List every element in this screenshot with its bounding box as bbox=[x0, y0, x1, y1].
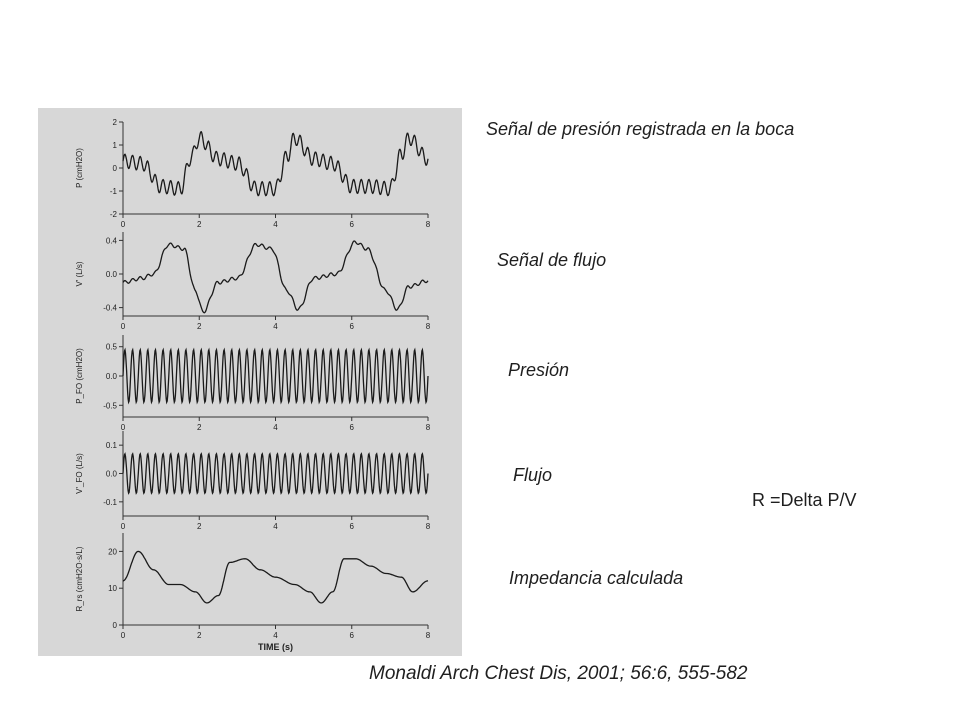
figure-panel bbox=[38, 108, 462, 656]
annotation-pressure-signal: Señal de presión registrada en la boca bbox=[486, 119, 795, 139]
x-tick-label-1-0: 0 bbox=[120, 322, 126, 331]
x-tick-label-0-4: 8 bbox=[425, 220, 431, 229]
x-tick-label-1-1: 2 bbox=[197, 322, 202, 331]
y-axis-label-3: V'_FO (L/s) bbox=[75, 453, 84, 494]
series-line-1 bbox=[123, 241, 428, 313]
x-tick-label-0-1: 2 bbox=[197, 220, 202, 229]
y-tick-label-3-2: -0.1 bbox=[103, 497, 117, 507]
y-tick-label-0-4: -2 bbox=[109, 210, 117, 219]
y-axis-label-1: V' (L/s) bbox=[75, 261, 84, 287]
x-tick-label-3-3: 6 bbox=[349, 522, 354, 531]
annotation-impedance: Impedancia calculada bbox=[509, 568, 684, 588]
x-tick-label-4-1: 2 bbox=[197, 631, 202, 640]
y-axis-label-4: R_rs (cmH2O·s/L) bbox=[75, 546, 84, 612]
x-tick-label-3-0: 0 bbox=[120, 522, 126, 531]
x-tick-label-0-3: 6 bbox=[349, 220, 354, 229]
series-line-3 bbox=[123, 454, 428, 493]
x-tick-label-2-0: 0 bbox=[120, 423, 126, 432]
y-tick-label-2-1: 0.0 bbox=[105, 372, 117, 381]
x-tick-label-1-2: 4 bbox=[273, 322, 278, 331]
y-tick-label-0-1: 1 bbox=[112, 141, 117, 150]
y-tick-label-1-1: 0.0 bbox=[105, 270, 117, 279]
y-tick-label-4-1: 10 bbox=[108, 584, 117, 594]
x-tick-label-2-3: 6 bbox=[349, 423, 354, 432]
x-tick-label-0-2: 4 bbox=[273, 220, 278, 229]
citation: Monaldi Arch Chest Dis, 2001; 56:6, 555-582 bbox=[369, 663, 748, 684]
y-tick-label-3-0: 0.1 bbox=[105, 441, 117, 451]
x-tick-label-4-0: 0 bbox=[120, 631, 126, 640]
x-tick-label-1-3: 6 bbox=[349, 322, 354, 331]
y-tick-label-0-0: 2 bbox=[112, 118, 117, 127]
x-tick-label-3-1: 2 bbox=[197, 522, 202, 531]
series-line-4 bbox=[123, 551, 428, 603]
annotation-flow-signal: Señal de flujo bbox=[497, 250, 607, 270]
x-tick-label-2-2: 4 bbox=[273, 423, 278, 432]
y-tick-label-2-0: 0.5 bbox=[105, 342, 117, 352]
annotation-flow: Flujo bbox=[513, 465, 553, 485]
x-tick-label-2-4: 8 bbox=[425, 423, 431, 432]
stacked-charts bbox=[38, 108, 462, 656]
y-tick-label-1-2: -0.4 bbox=[103, 303, 117, 313]
x-axis-label-4: TIME (s) bbox=[258, 642, 293, 652]
resistance-formula: R =Delta P/V bbox=[752, 490, 857, 510]
x-tick-label-3-4: 8 bbox=[425, 522, 431, 531]
x-tick-label-4-2: 4 bbox=[273, 631, 278, 640]
y-tick-label-1-0: 0.4 bbox=[105, 236, 117, 246]
y-tick-label-0-2: 0 bbox=[112, 164, 117, 173]
y-axis-label-2: P_FO (cmH2O) bbox=[75, 348, 84, 404]
y-tick-label-2-2: -0.5 bbox=[103, 401, 117, 411]
series-line-0 bbox=[123, 132, 428, 196]
x-tick-label-4-3: 6 bbox=[349, 631, 354, 640]
y-tick-label-0-3: -1 bbox=[109, 187, 117, 196]
x-tick-label-0-0: 0 bbox=[120, 220, 126, 229]
y-axis-label-0: P (cmH2O) bbox=[75, 148, 84, 188]
annotation-pressure: Presión bbox=[508, 360, 570, 380]
x-tick-label-2-1: 2 bbox=[197, 423, 202, 432]
y-tick-label-4-0: 20 bbox=[108, 547, 117, 557]
y-tick-label-4-2: 0 bbox=[112, 621, 117, 630]
x-tick-label-1-4: 8 bbox=[425, 322, 431, 331]
y-tick-label-3-1: 0.0 bbox=[105, 469, 117, 479]
x-tick-label-4-4: 8 bbox=[425, 631, 431, 640]
series-line-2 bbox=[123, 350, 428, 402]
x-tick-label-3-2: 4 bbox=[273, 522, 278, 531]
